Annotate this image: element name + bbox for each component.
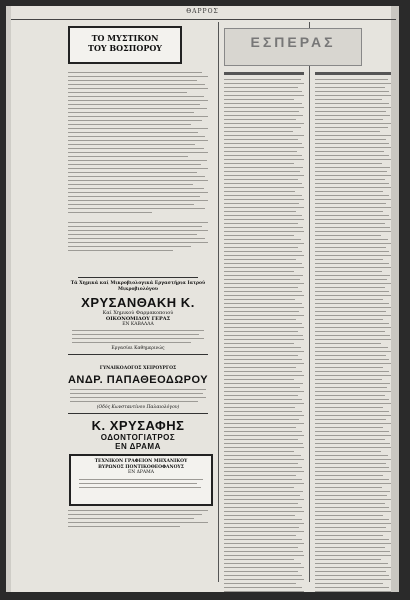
article-middle [224, 72, 304, 592]
ad-chrysafis-name: Κ. ΧΡΥΣΑΦΗΣ [91, 418, 185, 433]
ad-bottom-line3: ΕΝ ΔΡΑΜΑ [127, 470, 155, 475]
ad-chrysanthaki-intro: Τά Χημικά καί Μικροβιολογικά Εργαστήρια Ιατρού Μικροβιολόγου [70, 281, 206, 292]
newspaper-page [6, 6, 399, 592]
ad-chrysafis [64, 416, 212, 451]
article-right [315, 72, 391, 592]
ad-chrysafis-profession: ΟΔΟΝΤΟΓΙΑΤΡΟΣ [100, 433, 176, 442]
ad-chrysanthaki-footer: Εργασίαι Καθημερινώς [111, 345, 165, 351]
ad-bottom-line1: ΤΕΧΝΙΚΟΝ ΓΡΑΦΕΙΟΝ ΜΗΧΑΝΙΚΟΥ [94, 459, 188, 464]
top-rule [11, 19, 396, 20]
ad-chrysanthaki-sub3: ΕΝ ΚΑΒΑΛΛΑ [122, 322, 154, 327]
ad-chrysafis-place: ΕΝ ΔΡΑΜΑ [115, 442, 161, 451]
mast-left-line2: ΤΟΥ ΒΟΣΠΟΡΟΥ [87, 43, 163, 53]
page-right-edge [391, 6, 399, 592]
ad-bottom-box [69, 454, 213, 506]
ad-papatheodorou-address: (Οδός Κωνσταντίνου Παλαιολόγου) [96, 404, 180, 410]
column-divider-1 [218, 22, 219, 582]
running-head: ΘΑΡΡΟΣ [186, 8, 219, 15]
ad-papatheodorou [64, 366, 212, 417]
stamp-title: ΕΣΠΕΡΑΣ [250, 34, 336, 50]
ad-papatheodorou-header: ΓΥΝΑΙΚΟΛΟΓΟΣ ΧΕΙΡΟΥΡΓΟΣ [99, 366, 177, 371]
page-left-edge [6, 6, 11, 592]
mast-left-box [68, 26, 182, 64]
column-divider-2 [309, 22, 310, 582]
mast-right-stamp [224, 28, 362, 66]
article-left-top [68, 72, 208, 254]
mast-left-line1: ΤΟ ΜΥΣΤΙΚΟΝ [91, 33, 159, 43]
ad-chrysanthaki-sub1: Καί Χημικού Φαρμακοποιού [102, 310, 174, 316]
ad-chrysanthaki-sub2: ΟΙΚΟΝΟΜΙΔΟΥ ΓΕΡΑΣ [105, 316, 171, 322]
ad-chrysanthaki [64, 274, 212, 358]
article-left-bottom [68, 510, 208, 530]
ad-bottom-line2: ΒΥΡΩΝΟΣ ΠΟΝΤΙΚΟΘΕΟΦΑΝΟΥΣ [98, 464, 184, 470]
ad-chrysanthaki-name: ΧΡΥΣΑΝΘΑΚΗ Κ. [81, 295, 195, 310]
ad-papatheodorou-name: ΑΝΔΡ. ΠΑΠΑΘΕΟΔΩΡΟΥ [67, 373, 209, 386]
